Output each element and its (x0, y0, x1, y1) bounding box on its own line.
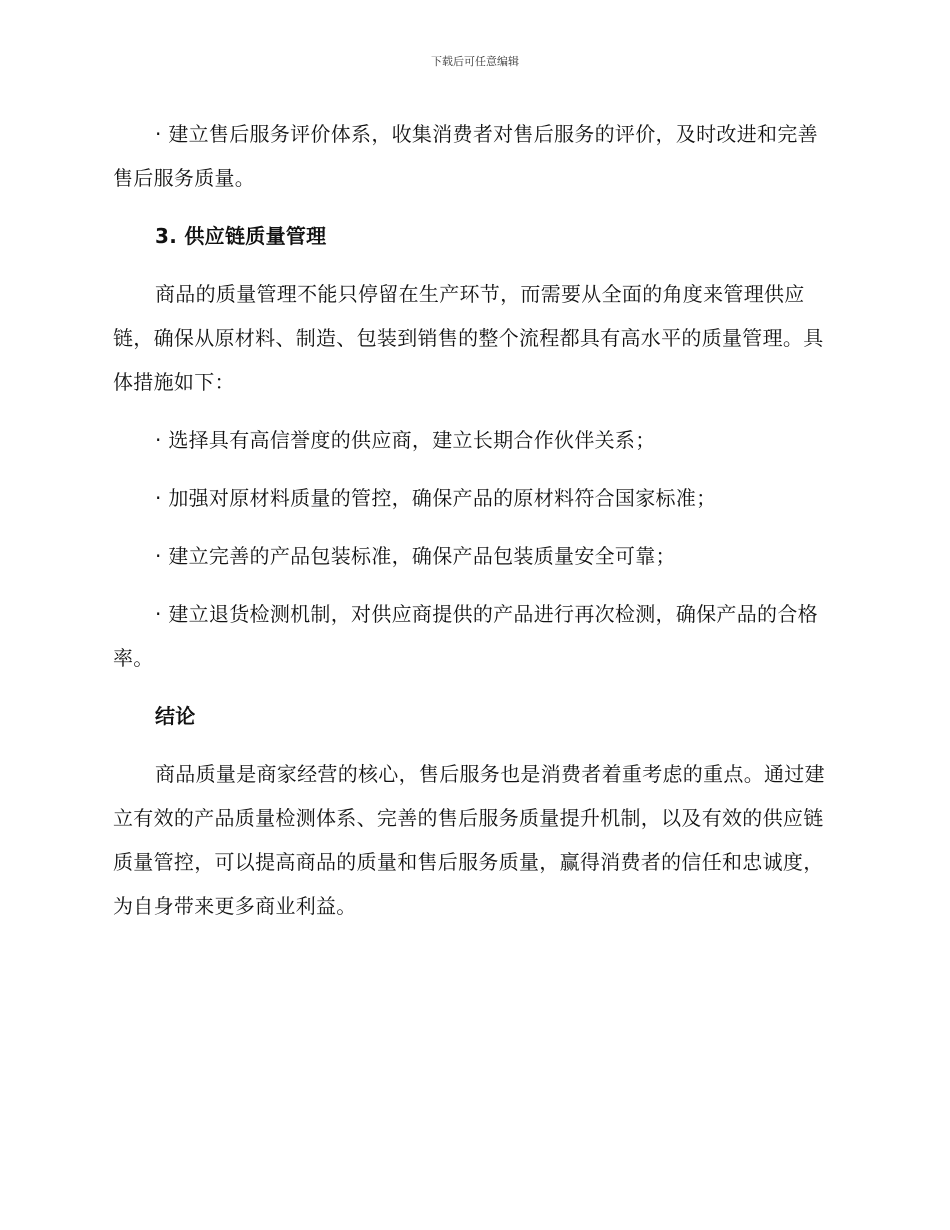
bullet-raw-material-control: · 加强对原材料质量的管控，确保产品的原材料符合国家标准； (155, 486, 717, 510)
bullet-return-inspection: · 建立退货检测机制，对供应商提供的产品进行再次检测，确保产品的合格率。 (113, 602, 818, 670)
bullet-supplier-selection: · 选择具有高信誉度的供应商，建立长期合作伙伴关系； (155, 428, 656, 452)
paragraph-conclusion: 商品质量是商家经营的核心，售后服务也是消费者着重考虑的重点。通过建立有效的产品质量检测体系、完善的售后服务质量提升机制，以及有效的供应链质量管控，可以提高商品的质量和售后服务质量，赢得消费者的信任和忠诚度，为自身带来更多商业利益。 (113, 762, 825, 918)
page-header: 下载后可任意编辑 (431, 55, 519, 68)
document-body (113, 112, 833, 928)
paragraph-supply-chain-intro: 商品的质量管理不能只停留在生产环节，而需要从全面的角度来管理供应链，确保从原材料、制造、包装到销售的整个流程都具有高水平的质量管理。具体措施如下： (113, 282, 824, 394)
bullet-after-sales-evaluation: · 建立售后服务评价体系，收集消费者对售后服务的评价，及时改进和完善售后服务质量。 (113, 122, 818, 190)
section-heading-supply-chain: 3. 供应链质量管理 (155, 224, 327, 248)
section-heading-conclusion: 结论 (155, 704, 196, 728)
bullet-packaging-standard: · 建立完善的产品包装标准，确保产品包装质量安全可靠； (155, 544, 676, 568)
